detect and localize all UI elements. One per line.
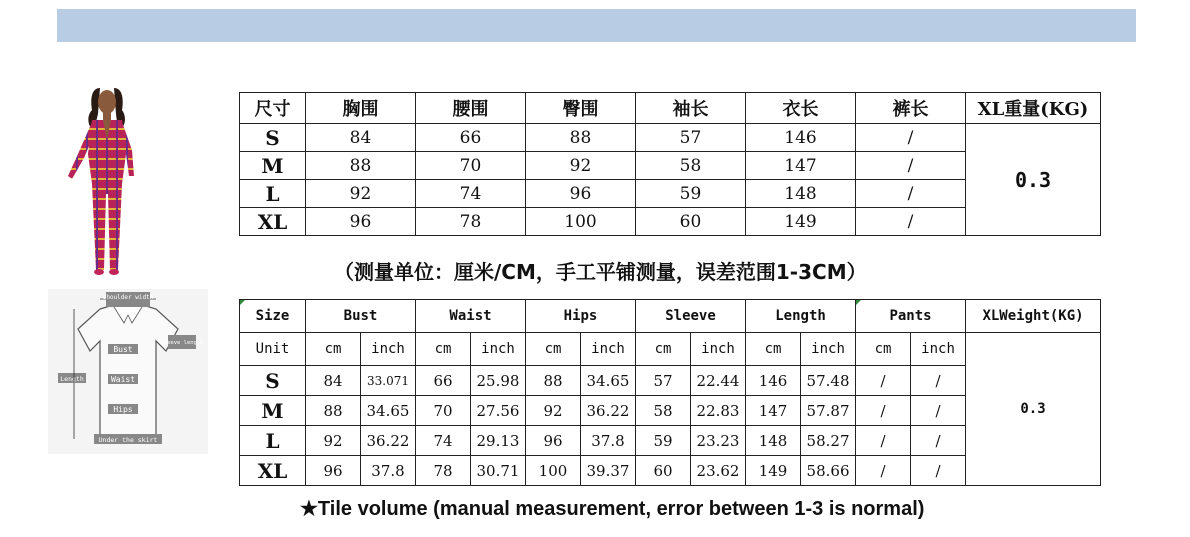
value-cell: 100 xyxy=(526,208,636,236)
value-cell: 70 xyxy=(416,396,471,426)
value-cell: 88 xyxy=(526,124,636,152)
en-measurement-note: ★Tile volume (manual measurement, error between 1-3 is normal) xyxy=(300,498,925,520)
cn-header-cell: XL重量(KG) xyxy=(966,93,1101,124)
value-cell: 149 xyxy=(746,208,856,236)
header-band xyxy=(57,9,1136,42)
value-cell: 148 xyxy=(746,426,801,456)
value-cell: 146 xyxy=(746,366,801,396)
size-cell: XL xyxy=(240,208,306,236)
value-cell: / xyxy=(911,396,966,426)
value-cell: 33.071 xyxy=(361,366,416,396)
value-cell: / xyxy=(911,366,966,396)
weight-cell: 0.3 xyxy=(966,124,1101,236)
measurement-diagram xyxy=(48,289,208,454)
sleeve-label: sleeve length xyxy=(160,340,204,346)
value-cell: 78 xyxy=(416,208,526,236)
cn-header-cell: 尺寸 xyxy=(240,93,306,124)
value-cell: 96 xyxy=(526,426,581,456)
value-cell: 57 xyxy=(636,124,746,152)
value-cell: 37.8 xyxy=(361,456,416,486)
en-header-row xyxy=(240,300,1101,333)
value-cell: / xyxy=(856,366,911,396)
unit-cell: cm xyxy=(856,333,911,366)
value-cell: 66 xyxy=(416,124,526,152)
value-cell: 88 xyxy=(306,396,361,426)
value-cell: / xyxy=(856,180,966,208)
value-cell: 27.56 xyxy=(471,396,526,426)
unit-cell: inch xyxy=(911,333,966,366)
cn-measurement-note: （测量单位：厘米/CM，手工平铺测量，误差范围1-3CM） xyxy=(334,260,867,284)
value-cell: / xyxy=(856,426,911,456)
value-cell: 23.62 xyxy=(691,456,746,486)
cn-header-cell: 腰围 xyxy=(416,93,526,124)
value-cell: 92 xyxy=(526,396,581,426)
value-cell: / xyxy=(856,124,966,152)
unit-cell: inch xyxy=(471,333,526,366)
value-cell: 96 xyxy=(306,456,361,486)
unit-cell: cm xyxy=(746,333,801,366)
unit-cell: cm xyxy=(416,333,471,366)
value-cell: 58 xyxy=(636,152,746,180)
value-cell: 92 xyxy=(306,180,416,208)
cn-header-cell: 衣长 xyxy=(746,93,856,124)
value-cell: 96 xyxy=(306,208,416,236)
value-cell: 147 xyxy=(746,396,801,426)
en-header-cell: Length xyxy=(746,300,856,333)
value-cell: / xyxy=(856,152,966,180)
en-header-cell: Bust xyxy=(306,300,416,333)
value-cell: 22.44 xyxy=(691,366,746,396)
value-cell: 88 xyxy=(526,366,581,396)
value-cell: / xyxy=(856,208,966,236)
value-cell: 30.71 xyxy=(471,456,526,486)
value-cell: 58.66 xyxy=(801,456,856,486)
value-cell: 92 xyxy=(526,152,636,180)
value-cell: 58.27 xyxy=(801,426,856,456)
en-header-cell: Pants xyxy=(856,300,966,333)
model-photo xyxy=(62,84,152,276)
size-cell: M xyxy=(240,152,306,180)
value-cell: 58 xyxy=(636,396,691,426)
value-cell: 39.37 xyxy=(581,456,636,486)
value-cell: 34.65 xyxy=(581,366,636,396)
table-row xyxy=(240,124,1101,152)
en-header-cell: XLWeight(KG) xyxy=(966,300,1101,333)
value-cell: 88 xyxy=(306,152,416,180)
hem-label: Under the skirt xyxy=(98,436,158,444)
cn-header-cell: 臀围 xyxy=(526,93,636,124)
value-cell: 78 xyxy=(416,456,471,486)
value-cell: 36.22 xyxy=(361,426,416,456)
cn-size-table xyxy=(239,92,1101,236)
size-cell: M xyxy=(240,396,306,426)
value-cell: 149 xyxy=(746,456,801,486)
value-cell: / xyxy=(911,456,966,486)
unit-cell: cm xyxy=(526,333,581,366)
waist-label: Waist xyxy=(110,375,136,384)
cn-header-cell: 袖长 xyxy=(636,93,746,124)
unit-cell: inch xyxy=(801,333,856,366)
value-cell: 96 xyxy=(526,180,636,208)
value-cell: 74 xyxy=(416,426,471,456)
shoulder-label: shoulder width xyxy=(102,294,154,301)
cn-header-row xyxy=(240,93,1101,124)
value-cell: 59 xyxy=(636,426,691,456)
unit-cell: inch xyxy=(361,333,416,366)
value-cell: / xyxy=(911,426,966,456)
value-cell: 84 xyxy=(306,366,361,396)
value-cell: 92 xyxy=(306,426,361,456)
value-cell: 60 xyxy=(636,208,746,236)
value-cell: 57.48 xyxy=(801,366,856,396)
value-cell: 37.8 xyxy=(581,426,636,456)
value-cell: 84 xyxy=(306,124,416,152)
hips-label: Hips xyxy=(113,405,133,414)
unit-row xyxy=(240,333,1101,366)
size-cell: S xyxy=(240,124,306,152)
value-cell: 25.98 xyxy=(471,366,526,396)
value-cell: 23.23 xyxy=(691,426,746,456)
value-cell: 29.13 xyxy=(471,426,526,456)
value-cell: 147 xyxy=(746,152,856,180)
value-cell: / xyxy=(856,456,911,486)
en-header-cell: Sleeve xyxy=(636,300,746,333)
en-size-table xyxy=(239,299,1101,486)
en-header-cell: Hips xyxy=(526,300,636,333)
value-cell: 60 xyxy=(636,456,691,486)
size-cell: L xyxy=(240,426,306,456)
value-cell: 66 xyxy=(416,366,471,396)
cn-header-cell: 胸围 xyxy=(306,93,416,124)
en-header-cell: Size xyxy=(240,300,306,333)
value-cell: 70 xyxy=(416,152,526,180)
weight-cell: 0.3 xyxy=(966,333,1101,486)
value-cell: 146 xyxy=(746,124,856,152)
value-cell: 57.87 xyxy=(801,396,856,426)
unit-cell: inch xyxy=(581,333,636,366)
cn-header-cell: 裤长 xyxy=(856,93,966,124)
unit-cell: cm xyxy=(636,333,691,366)
value-cell: 36.22 xyxy=(581,396,636,426)
value-cell: 74 xyxy=(416,180,526,208)
size-cell: XL xyxy=(240,456,306,486)
value-cell: 148 xyxy=(746,180,856,208)
value-cell: 100 xyxy=(526,456,581,486)
length-label: Length xyxy=(60,375,84,383)
size-cell: S xyxy=(240,366,306,396)
bust-label: Bust xyxy=(113,345,133,354)
value-cell: 59 xyxy=(636,180,746,208)
unit-cell: inch xyxy=(691,333,746,366)
value-cell: / xyxy=(856,396,911,426)
en-header-cell: Waist xyxy=(416,300,526,333)
value-cell: 34.65 xyxy=(361,396,416,426)
size-cell: L xyxy=(240,180,306,208)
value-cell: 57 xyxy=(636,366,691,396)
value-cell: 22.83 xyxy=(691,396,746,426)
unit-cell: Unit xyxy=(240,333,306,366)
unit-cell: cm xyxy=(306,333,361,366)
